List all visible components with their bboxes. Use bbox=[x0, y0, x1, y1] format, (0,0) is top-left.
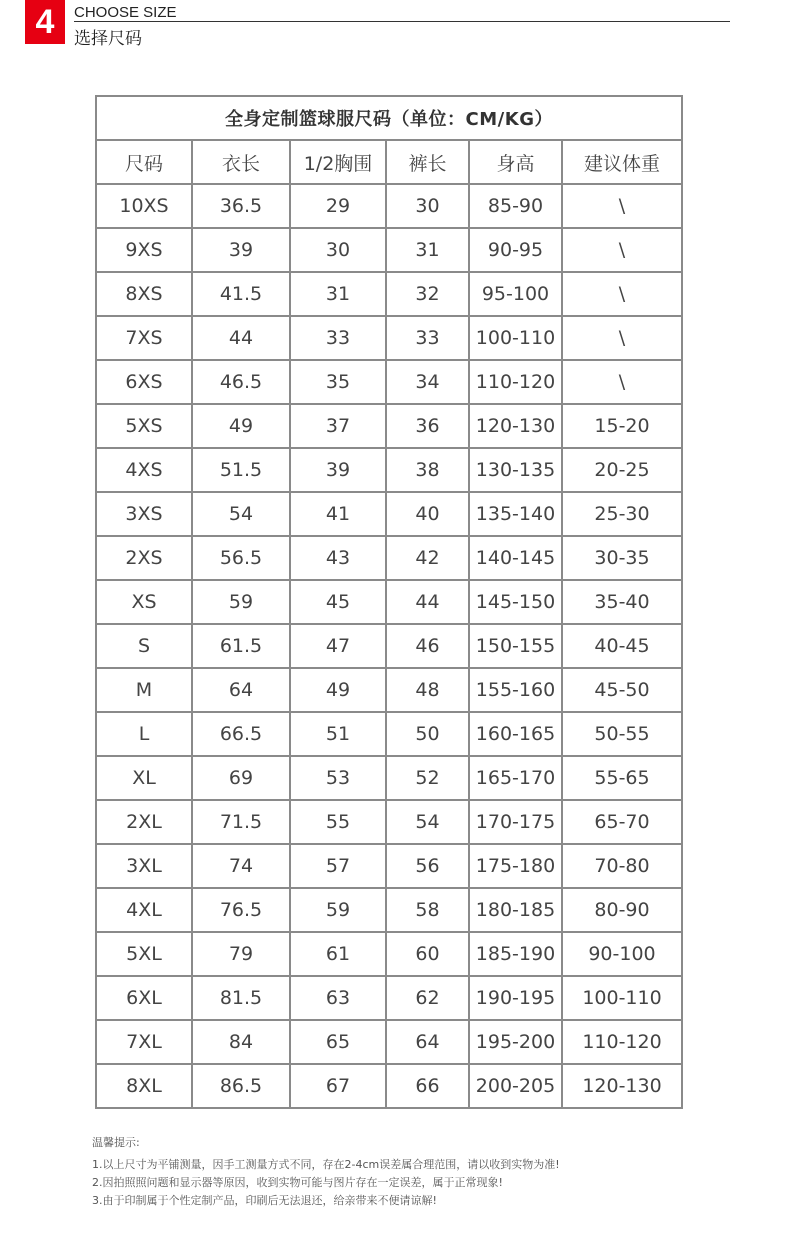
table-cell: 76.5 bbox=[192, 888, 290, 932]
section-header bbox=[0, 0, 790, 49]
table-cell: 31 bbox=[386, 228, 469, 272]
step-badge: 4 bbox=[25, 0, 65, 44]
column-header: 身高 bbox=[469, 140, 562, 184]
table-cell: \ bbox=[562, 272, 682, 316]
table-row bbox=[96, 272, 682, 316]
table-cell: S bbox=[96, 624, 192, 668]
table-cell: 120-130 bbox=[469, 404, 562, 448]
table-cell: 9XS bbox=[96, 228, 192, 272]
table-row bbox=[96, 756, 682, 800]
note-item: 1.以上尺寸为平铺测量，因手工测量方式不同，存在2-4cm误差属合理范围，请以收到实物为准! bbox=[92, 1158, 560, 1171]
table-cell: 53 bbox=[290, 756, 386, 800]
table-cell: 35 bbox=[290, 360, 386, 404]
table-cell: 61 bbox=[290, 932, 386, 976]
table-row bbox=[96, 668, 682, 712]
table-row bbox=[96, 316, 682, 360]
table-cell: 110-120 bbox=[562, 1020, 682, 1064]
table-cell: 31 bbox=[290, 272, 386, 316]
table-cell: 56.5 bbox=[192, 536, 290, 580]
table-cell: 30-35 bbox=[562, 536, 682, 580]
table-cell: M bbox=[96, 668, 192, 712]
table-cell: 5XL bbox=[96, 932, 192, 976]
table-cell: 100-110 bbox=[562, 976, 682, 1020]
table-cell: 50 bbox=[386, 712, 469, 756]
table-cell: 32 bbox=[386, 272, 469, 316]
table-cell: \ bbox=[562, 360, 682, 404]
table-cell: 40 bbox=[386, 492, 469, 536]
table-cell: 47 bbox=[290, 624, 386, 668]
table-cell: 130-135 bbox=[469, 448, 562, 492]
table-cell: 2XL bbox=[96, 800, 192, 844]
table-cell: 58 bbox=[386, 888, 469, 932]
table-cell: 85-90 bbox=[469, 184, 562, 228]
table-cell: 65-70 bbox=[562, 800, 682, 844]
table-cell: 70-80 bbox=[562, 844, 682, 888]
table-cell: 200-205 bbox=[469, 1064, 562, 1108]
table-cell: 67 bbox=[290, 1064, 386, 1108]
table-cell: 175-180 bbox=[469, 844, 562, 888]
table-cell: 8XL bbox=[96, 1064, 192, 1108]
table-cell: 45 bbox=[290, 580, 386, 624]
table-cell: 33 bbox=[386, 316, 469, 360]
header-divider bbox=[74, 21, 730, 22]
table-cell: XL bbox=[96, 756, 192, 800]
table-caption: 全身定制篮球服尺码（单位：CM/KG） bbox=[96, 96, 682, 140]
section-title-cn: 选择尺码 bbox=[74, 29, 142, 49]
table-cell: 86.5 bbox=[192, 1064, 290, 1108]
table-cell: 60 bbox=[386, 932, 469, 976]
table-cell: 69 bbox=[192, 756, 290, 800]
column-header: 建议体重 bbox=[562, 140, 682, 184]
table-cell: 59 bbox=[192, 580, 290, 624]
table-cell: 42 bbox=[386, 536, 469, 580]
note-item: 3.由于印制属于个性定制产品，印刷后无法退还，给亲带来不便请谅解! bbox=[92, 1194, 437, 1207]
table-row bbox=[96, 184, 682, 228]
table-cell: 65 bbox=[290, 1020, 386, 1064]
table-cell: 90-100 bbox=[562, 932, 682, 976]
table-cell: \ bbox=[562, 184, 682, 228]
table-cell: 57 bbox=[290, 844, 386, 888]
table-cell: 43 bbox=[290, 536, 386, 580]
table-cell: 38 bbox=[386, 448, 469, 492]
table-cell: 10XS bbox=[96, 184, 192, 228]
table-cell: 61.5 bbox=[192, 624, 290, 668]
table-cell: L bbox=[96, 712, 192, 756]
table-cell: 66 bbox=[386, 1064, 469, 1108]
table-cell: \ bbox=[562, 228, 682, 272]
table-row bbox=[96, 888, 682, 932]
table-row bbox=[96, 492, 682, 536]
table-row bbox=[96, 228, 682, 272]
table-cell: 44 bbox=[192, 316, 290, 360]
table-cell: 6XS bbox=[96, 360, 192, 404]
table-cell: 51.5 bbox=[192, 448, 290, 492]
table-body bbox=[96, 184, 682, 1108]
table-cell: 39 bbox=[192, 228, 290, 272]
table-row bbox=[96, 448, 682, 492]
column-header: 衣长 bbox=[192, 140, 290, 184]
table-cell: 56 bbox=[386, 844, 469, 888]
table-row bbox=[96, 580, 682, 624]
notes bbox=[92, 1134, 560, 1210]
table-cell: 25-30 bbox=[562, 492, 682, 536]
table-cell: 39 bbox=[290, 448, 386, 492]
table-cell: 195-200 bbox=[469, 1020, 562, 1064]
table-cell: 4XL bbox=[96, 888, 192, 932]
table-cell: 150-155 bbox=[469, 624, 562, 668]
table-row bbox=[96, 1064, 682, 1108]
table-cell: 29 bbox=[290, 184, 386, 228]
table-row bbox=[96, 1020, 682, 1064]
table-cell: 8XS bbox=[96, 272, 192, 316]
table-cell: 180-185 bbox=[469, 888, 562, 932]
table-cell: 64 bbox=[386, 1020, 469, 1064]
table-cell: 30 bbox=[386, 184, 469, 228]
table-cell: 55-65 bbox=[562, 756, 682, 800]
table-cell: 49 bbox=[290, 668, 386, 712]
table-cell: 36.5 bbox=[192, 184, 290, 228]
table-cell: 2XS bbox=[96, 536, 192, 580]
table-cell: 79 bbox=[192, 932, 290, 976]
table-cell: 45-50 bbox=[562, 668, 682, 712]
table-cell: 120-130 bbox=[562, 1064, 682, 1108]
table-cell: 7XL bbox=[96, 1020, 192, 1064]
table-cell: 33 bbox=[290, 316, 386, 360]
table-row bbox=[96, 360, 682, 404]
column-header: 1/2胸围 bbox=[290, 140, 386, 184]
table-cell: 84 bbox=[192, 1020, 290, 1064]
table-cell: 20-25 bbox=[562, 448, 682, 492]
column-header: 裤长 bbox=[386, 140, 469, 184]
table-cell: 7XS bbox=[96, 316, 192, 360]
table-cell: \ bbox=[562, 316, 682, 360]
table-cell: 15-20 bbox=[562, 404, 682, 448]
table-cell: 63 bbox=[290, 976, 386, 1020]
table-cell: 46 bbox=[386, 624, 469, 668]
table-cell: 50-55 bbox=[562, 712, 682, 756]
table-cell: 36 bbox=[386, 404, 469, 448]
table-cell: 30 bbox=[290, 228, 386, 272]
table-cell: 34 bbox=[386, 360, 469, 404]
table-cell: 140-145 bbox=[469, 536, 562, 580]
table-cell: 5XS bbox=[96, 404, 192, 448]
table-cell: 3XL bbox=[96, 844, 192, 888]
table-cell: 41 bbox=[290, 492, 386, 536]
section-title-en: CHOOSE SIZE bbox=[74, 4, 177, 21]
table-cell: 135-140 bbox=[469, 492, 562, 536]
table-cell: 46.5 bbox=[192, 360, 290, 404]
table-cell: 155-160 bbox=[469, 668, 562, 712]
table-cell: 40-45 bbox=[562, 624, 682, 668]
table-row bbox=[96, 976, 682, 1020]
table-cell: 41.5 bbox=[192, 272, 290, 316]
note-item: 2.因拍照照问题和显示器等原因，收到实物可能与图片存在一定误差，属于正常现象! bbox=[92, 1176, 503, 1189]
table-cell: 6XL bbox=[96, 976, 192, 1020]
table-cell: XS bbox=[96, 580, 192, 624]
table-cell: 165-170 bbox=[469, 756, 562, 800]
table-cell: 95-100 bbox=[469, 272, 562, 316]
table-cell: 54 bbox=[192, 492, 290, 536]
table-cell: 190-195 bbox=[469, 976, 562, 1020]
table-cell: 44 bbox=[386, 580, 469, 624]
table-cell: 54 bbox=[386, 800, 469, 844]
table-cell: 185-190 bbox=[469, 932, 562, 976]
table-cell: 49 bbox=[192, 404, 290, 448]
table-cell: 35-40 bbox=[562, 580, 682, 624]
table-cell: 74 bbox=[192, 844, 290, 888]
table-row bbox=[96, 624, 682, 668]
table-row bbox=[96, 800, 682, 844]
table-cell: 90-95 bbox=[469, 228, 562, 272]
table-row bbox=[96, 844, 682, 888]
table-cell: 145-150 bbox=[469, 580, 562, 624]
table-cell: 64 bbox=[192, 668, 290, 712]
table-cell: 81.5 bbox=[192, 976, 290, 1020]
notes-title: 温馨提示: bbox=[92, 1136, 140, 1149]
table-row bbox=[96, 404, 682, 448]
table-cell: 170-175 bbox=[469, 800, 562, 844]
table-row bbox=[96, 712, 682, 756]
table-cell: 52 bbox=[386, 756, 469, 800]
table-cell: 160-165 bbox=[469, 712, 562, 756]
table-cell: 66.5 bbox=[192, 712, 290, 756]
size-chart bbox=[95, 95, 681, 1109]
table-cell: 55 bbox=[290, 800, 386, 844]
table-cell: 51 bbox=[290, 712, 386, 756]
table-cell: 37 bbox=[290, 404, 386, 448]
column-header: 尺码 bbox=[96, 140, 192, 184]
table-row bbox=[96, 536, 682, 580]
table-cell: 110-120 bbox=[469, 360, 562, 404]
table-cell: 71.5 bbox=[192, 800, 290, 844]
table-row bbox=[96, 932, 682, 976]
table-cell: 59 bbox=[290, 888, 386, 932]
table-cell: 48 bbox=[386, 668, 469, 712]
table-cell: 3XS bbox=[96, 492, 192, 536]
table-cell: 4XS bbox=[96, 448, 192, 492]
table-cell: 62 bbox=[386, 976, 469, 1020]
table-cell: 80-90 bbox=[562, 888, 682, 932]
size-table bbox=[95, 95, 683, 1109]
table-cell: 100-110 bbox=[469, 316, 562, 360]
table-header-row bbox=[96, 140, 682, 184]
